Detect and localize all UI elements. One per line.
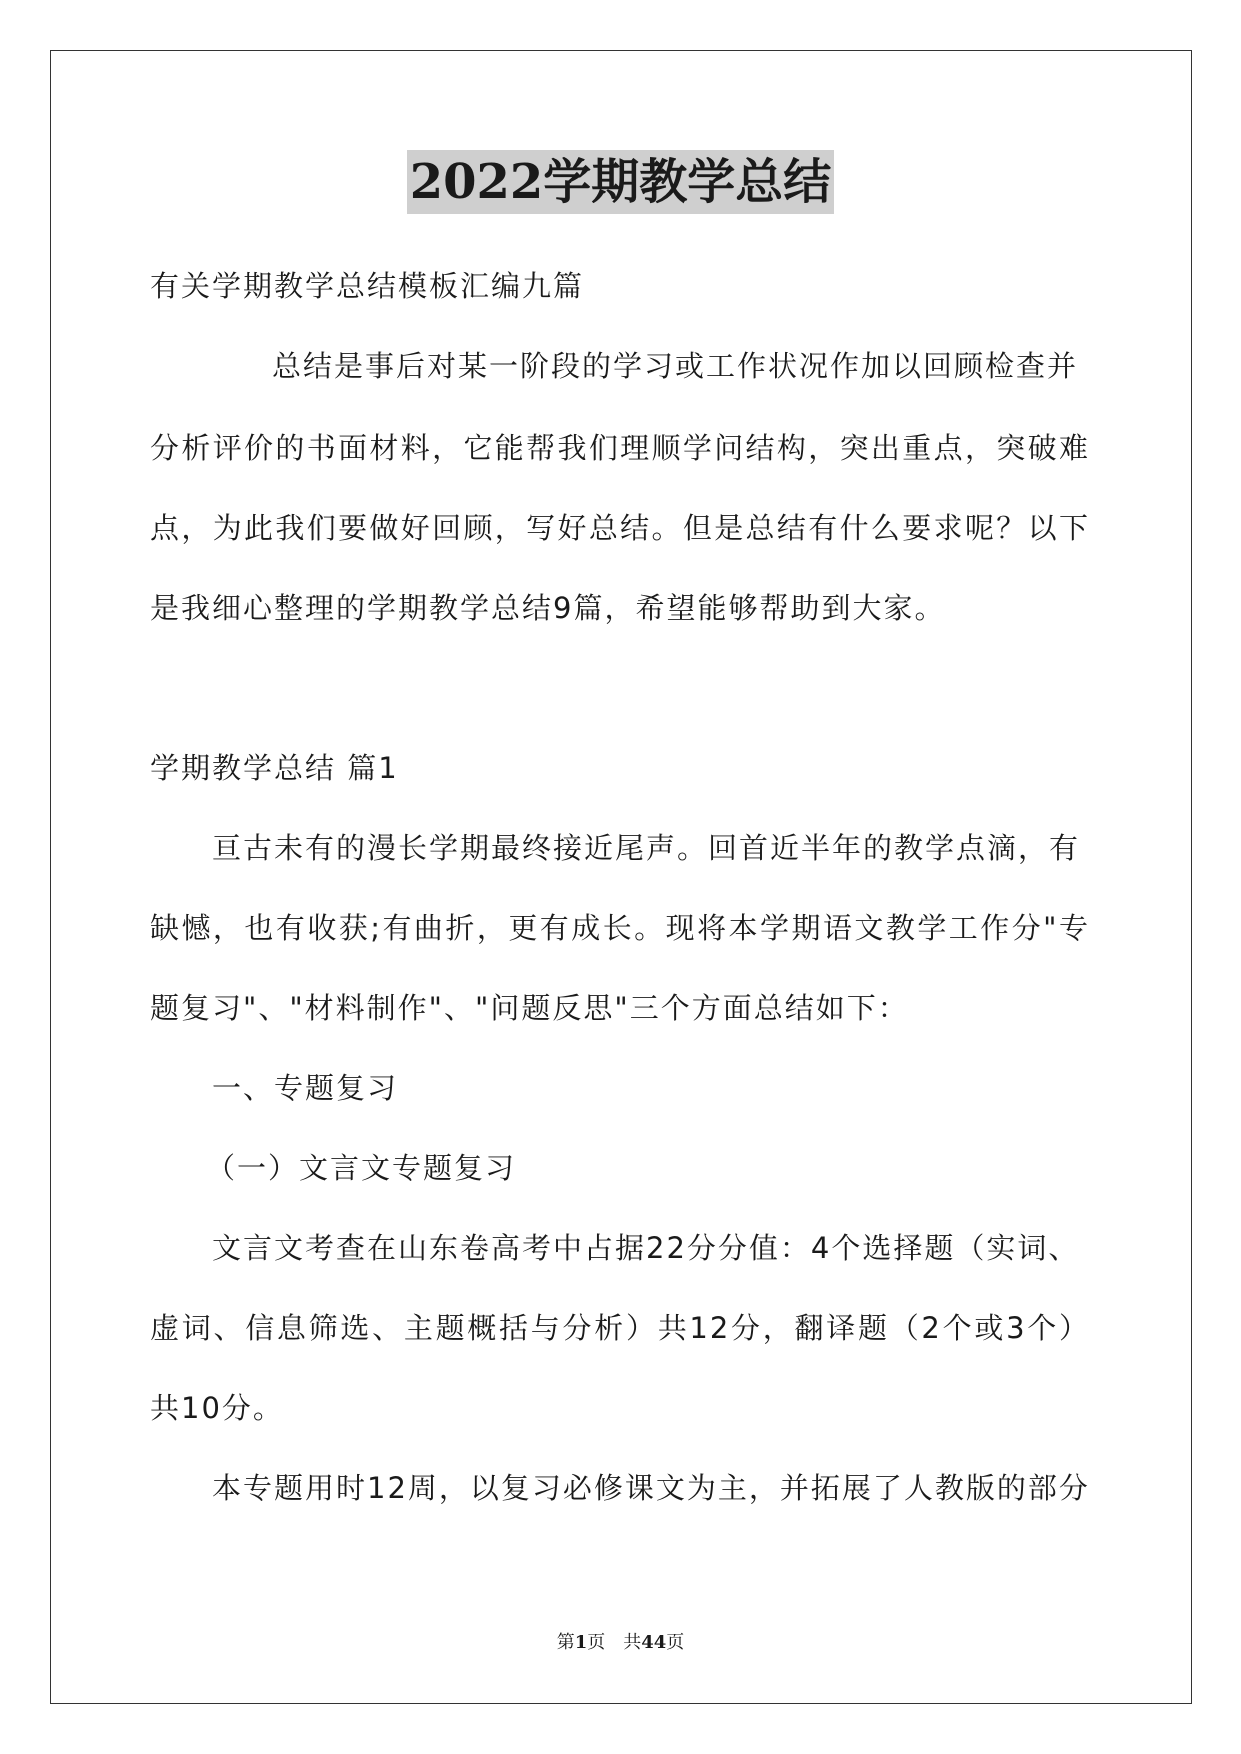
subheading: （一）文言文专题复习 — [206, 1151, 517, 1185]
doc-subtitle: 有关学期教学总结模板汇编九篇 — [150, 269, 585, 303]
page-number: 1 — [574, 1632, 588, 1653]
paragraph-line: 点，为此我们要做好回顾，写好总结。但是总结有什么要求呢？以下 — [150, 511, 1090, 545]
title-wrap — [0, 150, 1241, 214]
paragraph-line: 亘古未有的漫长学期最终接近尾声。回首近半年的教学点滴，有 — [212, 831, 1081, 865]
paragraph-line: 总结是事后对某一阶段的学习或工作状况作加以回顾检查并 — [272, 349, 1079, 383]
document-title: 2022学期教学总结 — [407, 150, 835, 214]
footer-prefix: 第 — [556, 1632, 575, 1653]
paragraph-line: 是我细心整理的学期教学总结9篇，希望能够帮助到大家。 — [150, 591, 946, 625]
paragraph-line: 文言文考查在山东卷高考中占据22分分值：4个选择题（实词、 — [212, 1231, 1080, 1265]
page-footer — [0, 1628, 1241, 1654]
footer-mid: 页 共 — [587, 1632, 642, 1653]
subheading: 一、专题复习 — [212, 1071, 399, 1105]
paragraph-line: 共10分。 — [150, 1391, 284, 1425]
paragraph-line: 分析评价的书面材料，它能帮我们理顺学问结构，突出重点，突破难 — [150, 431, 1090, 465]
paragraph-line: 题复习"、"材料制作"、"问题反思"三个方面总结如下： — [150, 991, 909, 1025]
paragraph-line: 缺憾，也有收获;有曲折，更有成长。现将本学期语文教学工作分"专 — [150, 911, 1090, 945]
section-heading: 学期教学总结 篇1 — [150, 751, 399, 785]
paragraph-line: 虚词、信息筛选、主题概括与分析）共12分，翻译题（2个或3个） — [150, 1311, 1090, 1345]
footer-suffix: 页 — [666, 1632, 685, 1653]
paragraph-line: 本专题用时12周，以复习必修课文为主，并拓展了人教版的部分 — [212, 1471, 1090, 1505]
total-pages: 44 — [641, 1632, 667, 1653]
